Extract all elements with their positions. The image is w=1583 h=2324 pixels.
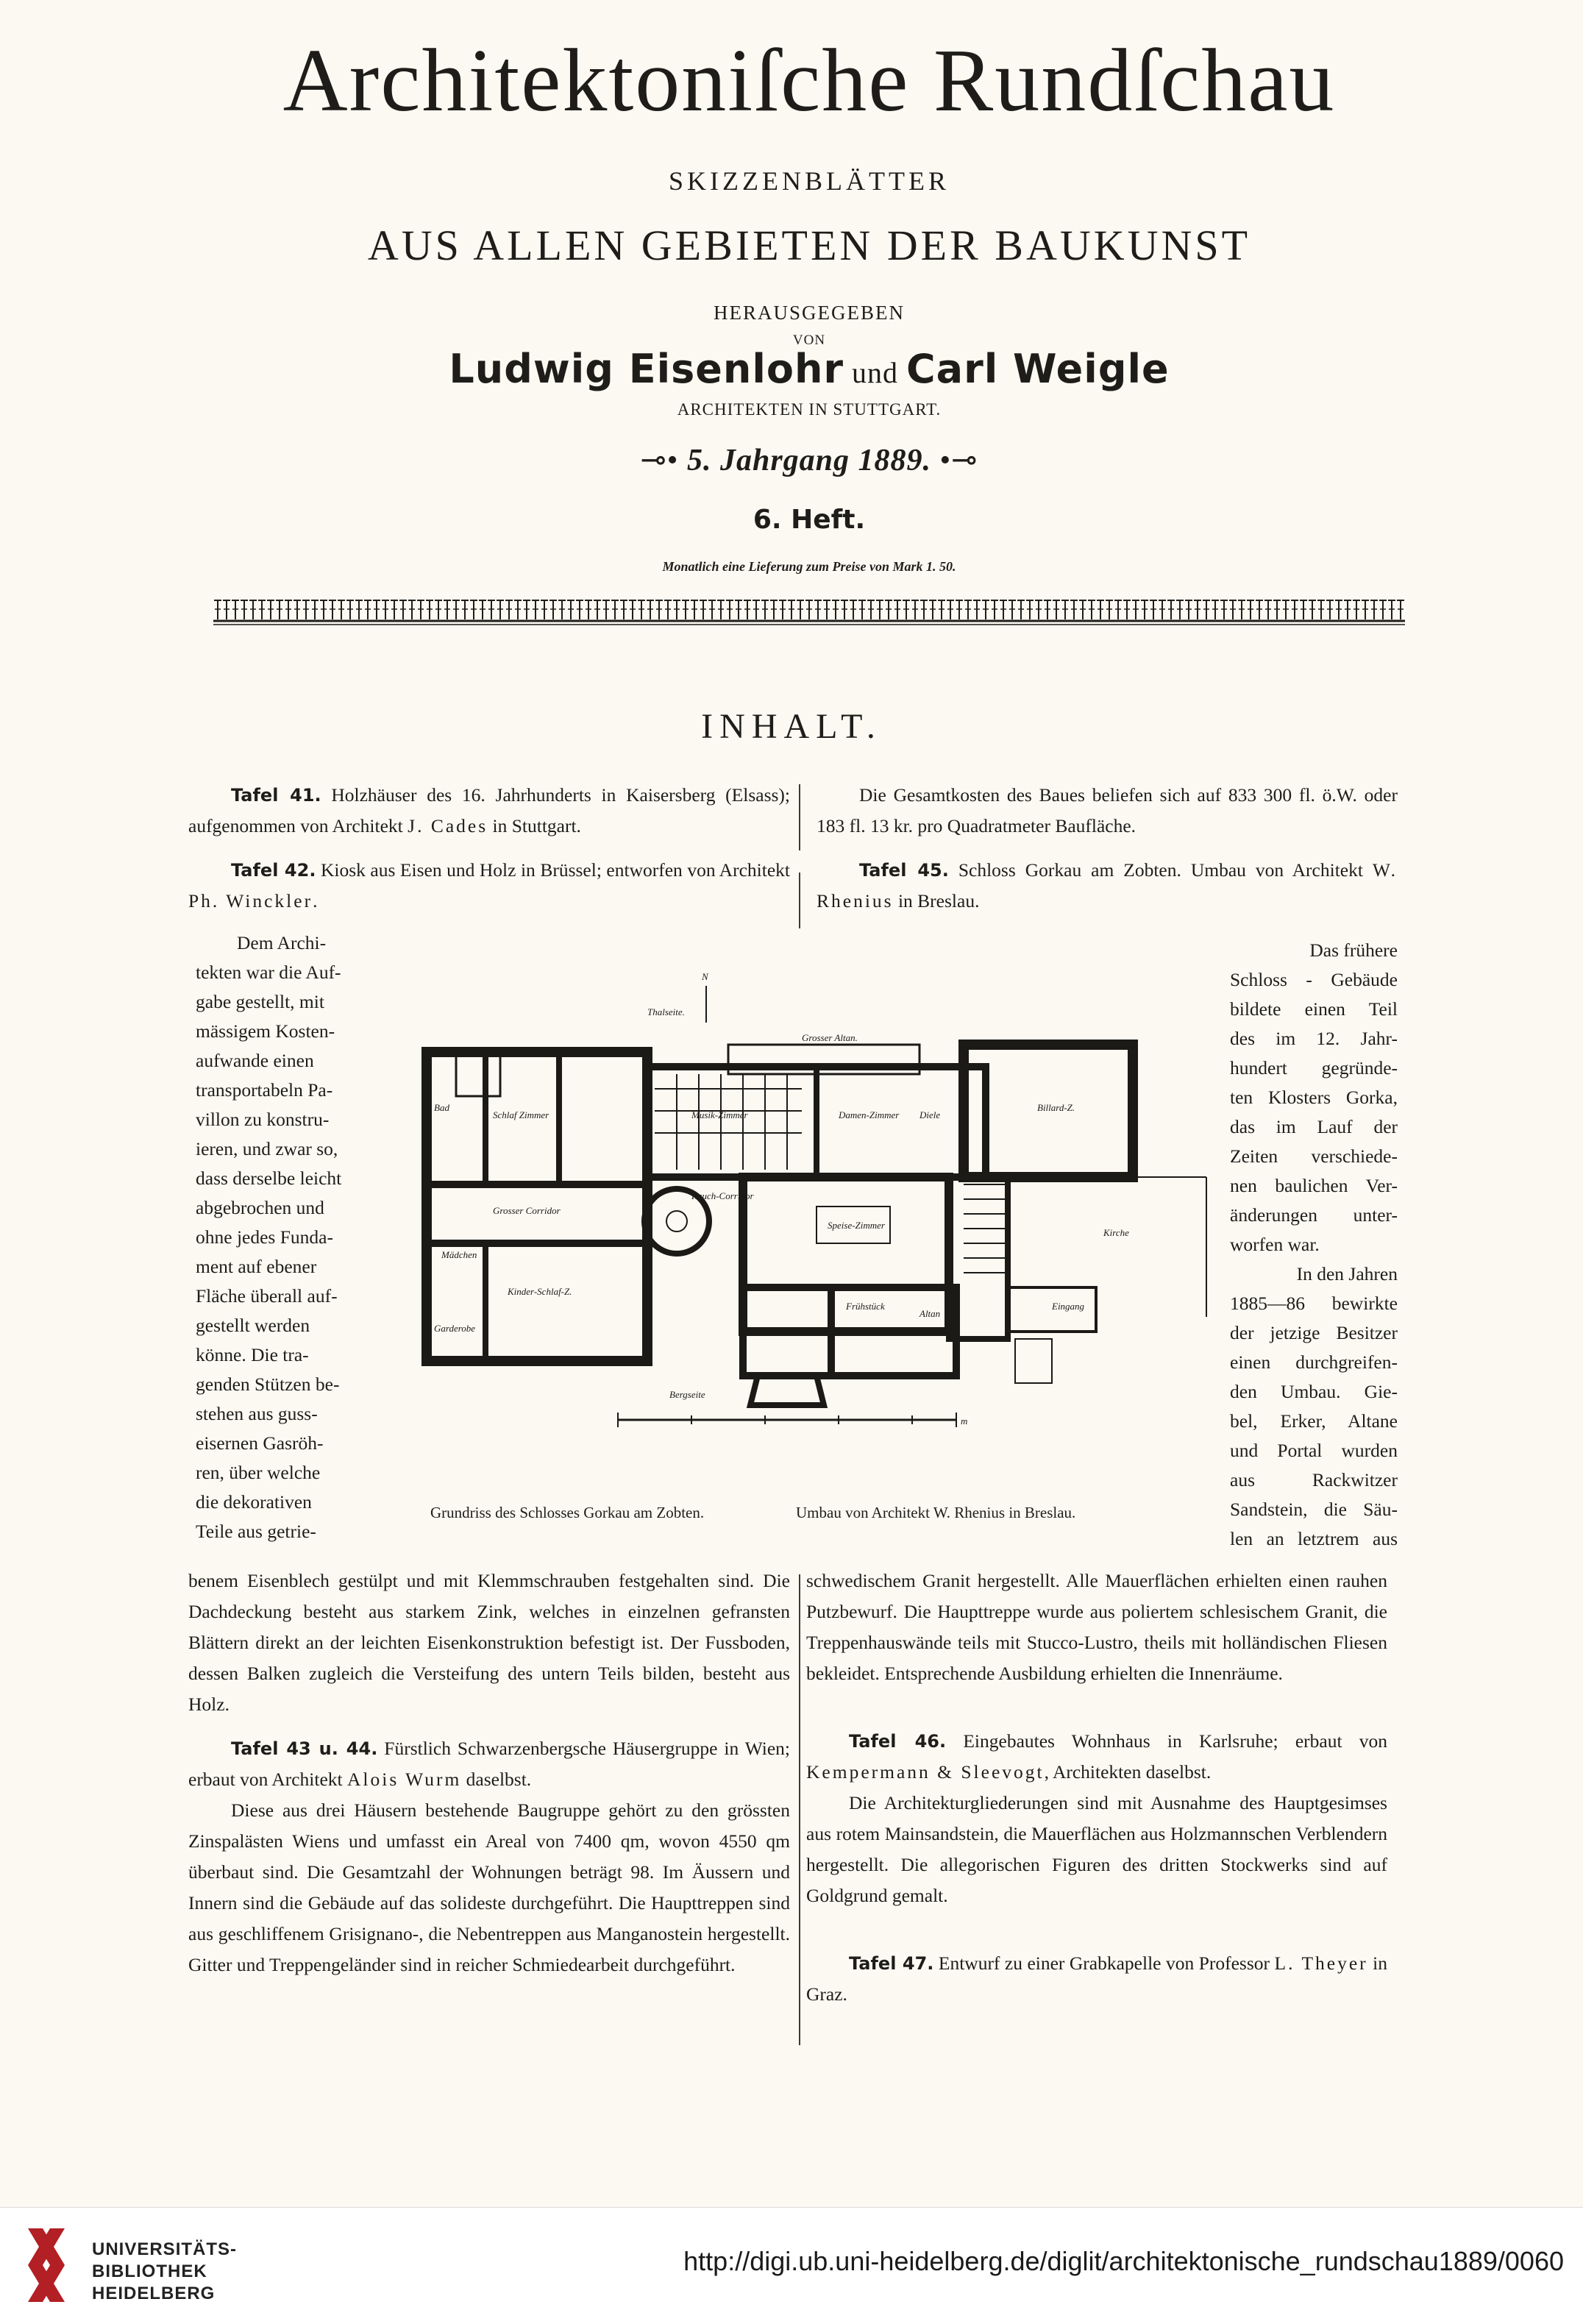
tafel-43-entry: Tafel 43 u. 44. Fürstlich Schwarzenbergsche Häusergruppe in Wien; erbaut von Architekt Alois Wurm daselbst.	[188, 1738, 790, 1790]
plan-caption-left: Grundriss des Schlosses Gorkau am Zobten.	[430, 1504, 705, 1521]
text-line: das im Lauf der	[1230, 1116, 1398, 1137]
plan-label-damen: Damen-Zimmer	[839, 1109, 900, 1120]
text-line: ieren, und zwar so,	[196, 1138, 338, 1159]
text-line: den Umbau. Gie-	[1230, 1381, 1398, 1402]
text-line: 1885—86 bewirkte	[1230, 1293, 1398, 1314]
ub-heidelberg-logo-icon	[21, 2221, 81, 2309]
source-url-link[interactable]: http://digi.ub.uni-heidelberg.de/diglit/architektonische_rundschau1889/0060	[683, 2246, 1564, 2276]
plan-label-grosser-altan: Grosser Altan.	[802, 1032, 858, 1043]
editor-weigle: Carl Weigle	[906, 346, 1170, 392]
text-line: Das frühere	[1309, 939, 1398, 961]
text-line: des im 12. Jahr-	[1230, 1028, 1398, 1049]
tafel-46-entry: Tafel 46. Eingebautes Wohnhaus in Karlsruhe; erbaut von Kempermann & Sleevogt, Architekten daselbst.	[806, 1730, 1387, 1783]
plan-label-thalseite: Thalseite.	[647, 1006, 685, 1017]
journal-title: Architektoniſche Rundſchau	[282, 31, 1336, 130]
text-line: tekten war die Auf-	[196, 962, 341, 983]
editors-line	[110, 346, 1508, 392]
text-line: dass derselbe leicht	[196, 1168, 342, 1189]
plan-label-fruehstueck: Frühstück	[846, 1301, 885, 1312]
text-line: worfen war.	[1230, 1234, 1320, 1255]
text-line: bildete einen Teil	[1230, 998, 1398, 1020]
column-rule-top	[799, 784, 800, 850]
text-line: gabe gestellt, mit	[196, 991, 324, 1012]
issue-number: 6. Heft.	[753, 505, 866, 535]
herausgegeben-label: HERAUSGEGEBEN	[714, 302, 905, 324]
und-connector: und	[844, 356, 907, 389]
von-label: VON	[792, 333, 826, 348]
text-line: genden Stützen be-	[196, 1374, 340, 1395]
column-rule-bottom	[799, 1574, 800, 2045]
text-line: aufwande einen	[196, 1050, 314, 1071]
plan-label-diele: Diele	[919, 1109, 941, 1120]
text-line: und Portal wurden	[1230, 1440, 1398, 1461]
digitization-footer	[0, 2207, 1583, 2324]
plan-label-schlaf: Schlaf Zimmer	[493, 1109, 549, 1120]
left-narrow-text	[196, 928, 369, 1546]
cost-paragraph: Die Gesamtkosten des Baues beliefen sich auf 833 300 fl. ö.W. oder 183 fl. 13 kr. pro Quadratmeter Baufläche.	[817, 784, 1398, 836]
text-line: ten Klosters Gorka,	[1230, 1087, 1398, 1108]
plan-label-eingang: Eingang	[1052, 1301, 1085, 1312]
plan-label-madchen: Mädchen	[441, 1249, 477, 1260]
contents-heading: INHALT.	[701, 707, 882, 746]
plan-label-kinder: Kinder-Schlaf-Z.	[508, 1286, 572, 1297]
plan-label-rauch: Rauch-Corridor	[691, 1190, 754, 1201]
tafel-43-body: Diese aus drei Häusern bestehende Baugruppe gehört zu den grössten Zinspalästen Wiens und umfasst ein Areal von 7400 qm, wovon 4550 qm überbaut sind. Die Gesamtzahl der Wohnungen beträgt 98. Im Äussern und Innern sind die Gebäude auf das solideste durchgeführt. Die Haupttreppen sind aus geschliffenem Grisignano-, die Nebentreppen aus Manganostein hergestellt. Gitter und Treppengeländer sind in reicher Schmiedearbeit durchgeführt.	[188, 1799, 790, 1975]
plan-label-billard: Billard-Z.	[1037, 1102, 1075, 1113]
architects-location: ARCHITEKTEN IN STUTTGART.	[677, 400, 942, 419]
text-line: stehen aus guss-	[196, 1403, 318, 1424]
text-line: eisernen Gasröh-	[196, 1432, 324, 1454]
text-line: nen baulichen Ver-	[1230, 1175, 1398, 1196]
text-line: transportabeln Pa-	[196, 1079, 333, 1101]
plan-label-north: N	[702, 971, 708, 982]
tafel-42-entry: Tafel 42. Kiosk aus Eisen und Holz in Brüssel; entworfen von Architekt Ph. Winckler.	[188, 859, 790, 912]
subtitle-baukunst: AUS ALLEN GEBIETEN DER BAUKUNST	[367, 221, 1251, 269]
text-line: einen durchgreifen-	[1230, 1351, 1398, 1373]
plan-label-speise: Speise-Zimmer	[828, 1220, 885, 1231]
tafel-47-entry: Tafel 47. Entwurf zu einer Grabkapelle von Professor L. Theyer in Graz.	[806, 1952, 1387, 2005]
subtitle-skizzenblaetter: SKIZZENBLÄTTER	[669, 166, 950, 196]
floor-plan-schloss-gorkau	[405, 964, 1221, 1493]
left-column-bottom	[188, 1566, 790, 1980]
text-line: ren, über welche	[196, 1462, 321, 1483]
plan-label-corridor: Grosser Corridor	[493, 1205, 561, 1216]
editor-eisenlohr: Ludwig Eisenlohr	[449, 346, 844, 392]
library-name: UNIVERSITÄTS- BIBLIOTHEK HEIDELBERG	[92, 2239, 238, 2303]
plan-label-scale-unit: m	[961, 1415, 968, 1426]
tafel-42-continuation: benem Eisenblech gestülpt und mit Klemmschrauben festgehalten sind. Die Dachdeckung besteht aus starkem Zink, welches in einzelnen gefransten Blättern direkt an der leichten Eisenkonstruktion befestigt ist. Der Fussboden, dessen Balken zugleich die Versteifung des untern Teils bilden, besteht aus Holz.	[188, 1570, 790, 1715]
plan-caption-right: Umbau von Architekt W. Rhenius in Breslau.	[796, 1504, 1076, 1521]
text-line: Schloss - Gebäude	[1230, 969, 1398, 990]
text-line: abgebrochen und	[196, 1197, 324, 1218]
text-line: ohne jedes Funda-	[196, 1226, 333, 1248]
plan-label-altan: Altan	[919, 1308, 941, 1319]
text-line: In den Jahren	[1296, 1263, 1398, 1284]
price-note: Monatlich eine Lieferung zum Preise von Mark 1. 50.	[662, 559, 956, 574]
right-column-bottom	[806, 1566, 1387, 2010]
plan-label-bad: Bad	[434, 1102, 449, 1113]
plan-label-garderobe: Garderobe	[434, 1323, 476, 1334]
right-narrow-text	[1230, 936, 1398, 1554]
text-line: len an letztrem aus	[1230, 1528, 1398, 1549]
plan-label-musik: Musik-Zimmer	[691, 1109, 748, 1120]
text-line: Dem Archi-	[237, 932, 327, 953]
text-line: gestellt werden	[196, 1315, 310, 1336]
text-line: aus Rackwitzer	[1230, 1469, 1398, 1490]
right-column-top	[817, 780, 1398, 917]
text-line: villon zu konstru-	[196, 1109, 330, 1130]
text-line: die dekorativen	[196, 1491, 312, 1513]
text-line: ment auf ebener	[196, 1256, 317, 1277]
plan-label-bergseite: Bergseite	[669, 1389, 705, 1400]
column-rule-middle	[799, 873, 800, 928]
ornamental-border	[213, 597, 1405, 627]
volume-year: ⊸• 5. Jahrgang 1889. •⊸	[640, 444, 978, 477]
text-line: Teile aus getrie-	[196, 1521, 316, 1542]
text-line: mässigem Kosten-	[196, 1020, 335, 1042]
text-line: der jetzige Besitzer	[1230, 1322, 1398, 1343]
text-line: hundert gegründe-	[1230, 1057, 1398, 1079]
tafel-41-entry: Tafel 41. Holzhäuser des 16. Jahrhunderts in Kaisersberg (Elsass); aufgenommen von Architekt J. Cades in Stuttgart.	[188, 784, 790, 836]
text-line: Sandstein, die Säu-	[1230, 1499, 1398, 1520]
plan-label-kirche: Kirche	[1103, 1227, 1129, 1238]
text-line: änderungen unter-	[1230, 1204, 1398, 1226]
text-line: Zeiten verschiede-	[1230, 1145, 1398, 1167]
left-column-top	[188, 780, 790, 917]
tafel-45-continuation: schwedischem Granit hergestellt. Alle Mauerflächen erhielten einen rauhen Putzbewurf. Die Haupttreppe wurde aus poliertem schlesischem Granit, die Treppenhauswände teils mit Stucco-Lustro, theils mit holländischen Fliesen bekleidet. Entsprechende Ausbildung erhielten die Innenräume.	[806, 1570, 1387, 1684]
text-line: Fläche überall auf-	[196, 1285, 338, 1307]
text-line: bel, Erker, Altane	[1230, 1410, 1398, 1432]
tafel-46-body: Die Architekturgliederungen sind mit Ausnahme des Hauptgesimses aus rotem Mainsandstein, die Mauerflächen aus Holzmannschen Verblendern hergestellt. Die allegorischen Figuren des dritten Stockwerks sind auf Goldgrund gemalt.	[806, 1792, 1387, 1906]
text-line: könne. Die tra-	[196, 1344, 309, 1365]
tafel-45-entry: Tafel 45. Schloss Gorkau am Zobten. Umbau von Architekt W. Rhenius in Breslau.	[817, 859, 1398, 912]
